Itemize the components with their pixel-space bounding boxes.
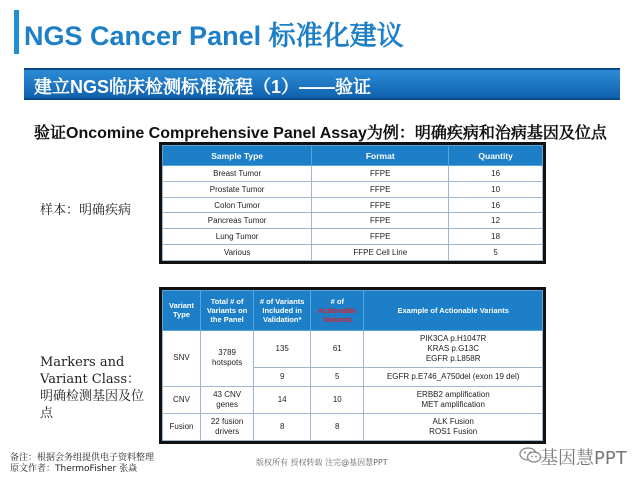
example-line: ERBB2 amplification <box>416 389 490 399</box>
markers-label: Markers and Variant Class：明确检测基因及位点 <box>40 355 145 421</box>
col-header: # of Variants Included in Validation* <box>254 291 311 331</box>
table-row <box>163 197 543 213</box>
table-cell <box>364 330 543 368</box>
sample-label: 样本：明确疾病 <box>40 203 132 218</box>
subtitle: 验证Oncomine Comprehensive Panel Assay为例：明确疾病和治病基因及位点 <box>34 125 607 142</box>
table-row <box>163 229 543 245</box>
table-cell: 12 <box>449 213 543 229</box>
col-header: Sample Type <box>163 146 312 166</box>
table-cell: FFPE Cell Line <box>312 245 449 261</box>
table-cell: 5 <box>311 368 364 387</box>
col-header: Variant Type <box>163 291 201 331</box>
table-cell: Fusion <box>163 413 201 440</box>
col-header: Total # of Variants on the Panel <box>201 291 254 331</box>
table-cell: Lung Tumor <box>163 229 312 245</box>
footnote <box>10 453 154 475</box>
table-row <box>163 213 543 229</box>
col-header: Format <box>312 146 449 166</box>
copyright-text: 版权所有 授权转载 注完@基因慧PPT <box>256 458 388 467</box>
example-line: EGFR p.L858R <box>425 353 481 363</box>
col-header-actionable <box>311 291 364 331</box>
table-cell: SNV <box>163 330 201 386</box>
table-cell: Various <box>163 245 312 261</box>
table-cell: 18 <box>449 229 543 245</box>
example-line: KRAS p.G13C <box>427 343 479 353</box>
table-cell: Prostate Tumor <box>163 181 312 197</box>
table-row <box>163 330 543 368</box>
table-row <box>163 166 543 182</box>
table-cell: 61 <box>311 330 364 368</box>
table-cell: 8 <box>254 413 311 440</box>
actionable-header-text: # of Actionable Variants <box>318 296 357 324</box>
col-header: Quantity <box>449 146 543 166</box>
page-title: NGS Cancer Panel 标准化建议 <box>24 21 404 51</box>
example-line: ALK Fusion <box>432 416 474 426</box>
table-cell: 5 <box>449 245 543 261</box>
table-cell: 8 <box>311 413 364 440</box>
example-line: ROS1 Fusion <box>429 426 478 436</box>
sample-table <box>159 142 546 264</box>
footnote-line: 原文作者：ThermoFisher 张焱 <box>10 464 138 474</box>
table-header-row <box>163 146 543 166</box>
table-cell: 14 <box>254 386 311 413</box>
table-cell: Pancreas Tumor <box>163 213 312 229</box>
table-cell: 16 <box>449 166 543 182</box>
variant-table <box>159 287 546 444</box>
table-cell <box>364 413 543 440</box>
table-header-row <box>163 291 543 331</box>
table-cell: 16 <box>449 197 543 213</box>
table-cell: FFPE <box>312 197 449 213</box>
table-cell: EGFR p.E746_A750del (exon 19 del) <box>364 368 543 387</box>
table-row <box>163 181 543 197</box>
section-banner-text: 建立NGS临床检测标准流程（1）——验证 <box>34 77 372 97</box>
table-cell: 10 <box>449 181 543 197</box>
table-cell: FFPE <box>312 229 449 245</box>
table-cell: 22 fusion drivers <box>201 413 254 440</box>
table-row <box>163 386 543 413</box>
table-cell: Colon Tumor <box>163 197 312 213</box>
table-cell: CNV <box>163 386 201 413</box>
table-row <box>163 245 543 261</box>
table-cell: 135 <box>254 330 311 368</box>
col-header: Example of Actionable Variants <box>364 291 543 331</box>
example-line: PIK3CA p.H1047R <box>420 333 487 343</box>
table-cell: Breast Tumor <box>163 166 312 182</box>
table-cell: 9 <box>254 368 311 387</box>
table-cell: 3789 hotspots <box>201 330 254 386</box>
table-cell: 10 <box>311 386 364 413</box>
title-accent-bar <box>14 10 19 54</box>
table-cell: 43 CNV genes <box>201 386 254 413</box>
table-cell <box>364 386 543 413</box>
footnote-line: 备注：根据会务组提供电子资料整理 <box>10 453 155 463</box>
table-cell: FFPE <box>312 166 449 182</box>
table-cell: FFPE <box>312 181 449 197</box>
table-row <box>163 413 543 440</box>
example-line: MET amplification <box>421 399 485 409</box>
watermark-text: 基因慧PPT <box>540 448 627 469</box>
table-cell: FFPE <box>312 213 449 229</box>
